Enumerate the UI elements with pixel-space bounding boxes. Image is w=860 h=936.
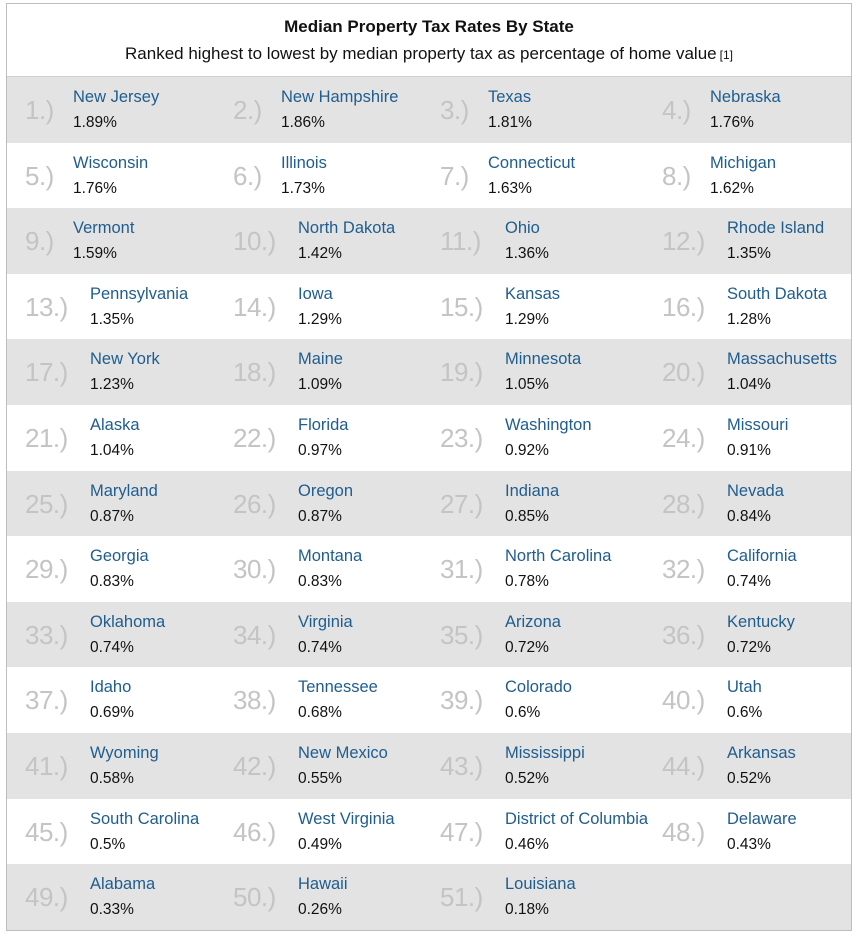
table-row	[7, 799, 851, 865]
state-name-link[interactable]: Wisconsin	[73, 153, 149, 172]
state-name-link[interactable]: Delaware	[727, 809, 797, 828]
state-cell	[422, 799, 649, 865]
state-tax-rate: 1.59%	[73, 245, 117, 263]
state-rank: 45.)	[25, 816, 68, 847]
state-rank: 14.)	[233, 291, 276, 322]
state-cell	[644, 274, 854, 340]
state-name-link[interactable]: Alabama	[90, 875, 156, 894]
table-row	[7, 667, 851, 733]
state-cell	[215, 667, 425, 733]
state-tax-rate: 0.72%	[505, 638, 549, 656]
state-rank: 38.)	[233, 685, 276, 716]
state-rank: 43.)	[440, 750, 483, 781]
state-name-link[interactable]: Kentucky	[727, 612, 795, 631]
state-name-link[interactable]: Maine	[298, 350, 343, 369]
state-tax-rate: 0.85%	[505, 507, 549, 525]
state-rank: 9.)	[25, 226, 54, 257]
state-cell	[422, 274, 632, 340]
state-tax-rate: 1.29%	[298, 310, 342, 328]
table-row	[7, 77, 851, 143]
state-cell	[644, 799, 854, 865]
state-cell	[644, 405, 854, 471]
state-rank: 42.)	[233, 750, 276, 781]
state-name-link[interactable]: Florida	[298, 415, 349, 434]
state-name-link[interactable]: Colorado	[505, 678, 572, 697]
state-rank: 1.)	[25, 95, 54, 125]
state-tax-rate: 1.36%	[505, 245, 549, 263]
state-cell	[7, 799, 217, 865]
state-cell	[215, 733, 425, 799]
state-tax-rate: 0.26%	[298, 901, 342, 919]
table-title: Median Property Tax Rates By State	[284, 17, 574, 36]
state-name-link[interactable]: Missouri	[727, 415, 789, 434]
state-rank: 17.)	[25, 357, 68, 388]
state-rank: 10.)	[233, 226, 276, 257]
table-row	[7, 602, 851, 668]
state-cell	[7, 733, 217, 799]
state-tax-rate: 0.33%	[90, 901, 134, 919]
state-tax-rate: 0.6%	[505, 704, 541, 722]
state-name-link[interactable]: New York	[90, 350, 160, 369]
state-cell	[215, 471, 425, 537]
state-tax-rate: 1.29%	[505, 310, 549, 328]
state-tax-rate: 1.04%	[90, 441, 134, 459]
state-rank: 48.)	[662, 816, 705, 847]
state-tax-rate: 0.68%	[298, 704, 342, 722]
state-rank: 40.)	[662, 685, 705, 716]
state-rank: 20.)	[662, 357, 705, 388]
state-name-link[interactable]: Texas	[488, 88, 532, 106]
state-rank: 5.)	[25, 160, 54, 191]
state-name-link[interactable]: Utah	[727, 678, 762, 697]
table-row	[7, 536, 851, 602]
state-cell	[7, 77, 217, 143]
state-rank: 50.)	[233, 882, 276, 913]
state-cell	[7, 667, 217, 733]
state-cell	[215, 405, 425, 471]
state-name-link[interactable]: North Carolina	[505, 547, 612, 566]
state-tax-rate: 0.97%	[298, 441, 342, 459]
state-cell	[7, 471, 217, 537]
state-rank: 12.)	[662, 226, 705, 257]
state-rank: 8.)	[662, 160, 691, 191]
state-tax-rate: 1.73%	[281, 179, 325, 197]
state-tax-rate: 1.28%	[727, 310, 771, 328]
state-name-link[interactable]: New Mexico	[298, 743, 388, 762]
state-tax-rate: 0.83%	[90, 573, 134, 591]
table-row	[7, 405, 851, 471]
state-cell	[422, 77, 632, 143]
state-name-link[interactable]: Idaho	[90, 678, 132, 697]
state-rank: 34.)	[233, 619, 276, 650]
state-tax-rate: 1.76%	[73, 179, 117, 197]
table-subtitle	[7, 44, 851, 64]
state-tax-rate: 1.81%	[488, 114, 532, 131]
state-tax-rate: 1.86%	[281, 114, 325, 131]
state-cell	[7, 602, 217, 668]
state-cell	[422, 733, 632, 799]
state-rank: 32.)	[662, 554, 705, 585]
state-name-link[interactable]: Michigan	[710, 153, 777, 172]
state-cell	[422, 602, 632, 668]
state-cell	[422, 667, 632, 733]
state-tax-rate: 0.74%	[727, 573, 771, 591]
table-row	[7, 471, 851, 537]
state-name-link[interactable]: Mississippi	[505, 743, 585, 762]
state-cell	[644, 733, 854, 799]
state-name-link[interactable]: South Dakota	[727, 284, 827, 303]
state-tax-rate: 0.69%	[90, 704, 134, 722]
state-rank: 41.)	[25, 750, 68, 781]
subtitle-text: Ranked highest to lowest by median property tax as percentage of home value	[125, 44, 717, 63]
state-tax-rate: 1.89%	[73, 114, 117, 131]
state-rank: 7.)	[440, 160, 469, 191]
state-tax-rate: 0.58%	[90, 769, 134, 787]
state-cell	[644, 143, 854, 209]
state-rank: 15.)	[440, 291, 483, 322]
state-name-link[interactable]: Nevada	[727, 481, 784, 500]
table-row	[7, 733, 851, 799]
state-name-link[interactable]: Vermont	[73, 219, 135, 238]
state-rank: 28.)	[662, 488, 705, 519]
state-rank: 23.)	[440, 422, 483, 453]
state-rank: 4.)	[662, 95, 691, 125]
state-cell	[422, 405, 632, 471]
table-row	[7, 274, 851, 340]
state-tax-rate: 0.43%	[727, 835, 771, 853]
state-cell	[644, 602, 854, 668]
state-cell	[215, 799, 425, 865]
state-rank: 46.)	[233, 816, 276, 847]
state-rank: 29.)	[25, 554, 68, 585]
state-rank: 6.)	[233, 160, 262, 191]
state-cell	[644, 471, 854, 537]
state-name-link[interactable]: Wyoming	[90, 743, 159, 762]
state-rank: 33.)	[25, 619, 68, 650]
state-rank: 51.)	[440, 882, 483, 913]
state-name-link[interactable]: Hawaii	[298, 875, 348, 894]
state-tax-rate: 0.46%	[505, 835, 549, 853]
state-rank: 18.)	[233, 357, 276, 388]
state-tax-rate: 0.92%	[505, 441, 549, 459]
table-row	[7, 208, 851, 274]
state-rank: 49.)	[25, 882, 68, 913]
state-name-link[interactable]: West Virginia	[298, 809, 395, 828]
state-rank: 44.)	[662, 750, 705, 781]
state-rank: 47.)	[440, 816, 483, 847]
state-name-link[interactable]: Oregon	[298, 481, 354, 500]
state-name-link[interactable]: Tennessee	[298, 678, 378, 697]
table-row	[7, 143, 851, 209]
state-cell	[422, 143, 632, 209]
state-name-link[interactable]: Minnesota	[505, 350, 582, 369]
state-tax-rate: 1.09%	[298, 376, 342, 394]
state-rank: 21.)	[25, 422, 68, 453]
state-tax-rate: 0.74%	[298, 638, 342, 656]
state-rank: 11.)	[440, 226, 481, 257]
state-cell	[7, 864, 217, 930]
state-name-link[interactable]: Washington	[505, 415, 592, 434]
state-rank: 30.)	[233, 554, 276, 585]
state-cell	[422, 864, 632, 930]
state-name-link[interactable]: Arizona	[505, 612, 561, 631]
state-name-link[interactable]: Louisiana	[505, 875, 576, 894]
state-cell	[644, 339, 854, 405]
state-cell	[422, 471, 632, 537]
state-cell	[7, 536, 217, 602]
state-tax-rate: 1.76%	[710, 114, 754, 131]
state-cell	[215, 208, 425, 274]
state-cell	[215, 77, 425, 143]
state-name-link[interactable]: Indiana	[505, 481, 560, 500]
state-name-link[interactable]: North Dakota	[298, 219, 396, 238]
state-cell	[215, 274, 425, 340]
state-tax-rate: 0.91%	[727, 441, 771, 459]
state-name-link[interactable]: Illinois	[281, 153, 327, 172]
state-name-link[interactable]: District of Columbia	[505, 809, 649, 828]
state-tax-rate: 1.23%	[90, 376, 134, 394]
state-name-link[interactable]: Kansas	[505, 284, 561, 303]
state-rank: 24.)	[662, 422, 705, 453]
state-tax-rate: 1.42%	[298, 245, 342, 263]
table-header	[7, 4, 851, 77]
state-name-link[interactable]: Connecticut	[488, 153, 576, 172]
state-rank: 39.)	[440, 685, 483, 716]
state-rank: 36.)	[662, 619, 705, 650]
state-rank: 2.)	[233, 95, 262, 125]
state-cell	[644, 77, 854, 143]
state-cell	[7, 208, 217, 274]
state-tax-rate: 0.83%	[298, 573, 342, 591]
footnote-link[interactable]: [1]	[719, 48, 733, 62]
state-rank: 35.)	[440, 619, 483, 650]
state-name-link[interactable]: Arkansas	[727, 743, 796, 762]
state-name-link[interactable]: Oklahoma	[90, 612, 166, 631]
state-rank: 26.)	[233, 488, 276, 519]
state-cell	[644, 667, 854, 733]
tax-rates-table	[6, 3, 852, 931]
state-name-link[interactable]: Rhode Island	[727, 219, 825, 238]
state-cell	[215, 864, 425, 930]
state-rank: 27.)	[440, 488, 483, 519]
state-rank: 37.)	[25, 685, 68, 716]
state-rank: 3.)	[440, 95, 469, 125]
state-tax-rate: 1.35%	[727, 245, 771, 263]
state-cell	[644, 208, 854, 274]
state-name-link[interactable]: Alaska	[90, 415, 140, 434]
state-tax-rate: 0.78%	[505, 573, 549, 591]
state-tax-rate: 0.72%	[727, 638, 771, 656]
state-cell	[7, 339, 217, 405]
state-rows	[7, 77, 851, 930]
state-tax-rate: 0.87%	[298, 507, 342, 525]
state-tax-rate: 1.05%	[505, 376, 549, 394]
state-tax-rate: 0.87%	[90, 507, 134, 525]
state-name-link[interactable]: Iowa	[298, 284, 333, 303]
state-name-link[interactable]: Virginia	[298, 612, 353, 631]
state-tax-rate: 0.55%	[298, 769, 342, 787]
state-tax-rate: 1.62%	[710, 179, 754, 197]
state-cell	[422, 339, 632, 405]
state-tax-rate: 1.35%	[90, 310, 134, 328]
table-row	[7, 339, 851, 405]
state-tax-rate: 0.52%	[505, 769, 549, 787]
state-tax-rate: 0.74%	[90, 638, 134, 656]
state-rank: 25.)	[25, 488, 68, 519]
state-tax-rate: 0.84%	[727, 507, 771, 525]
state-tax-rate: 1.63%	[488, 179, 532, 197]
state-cell	[7, 405, 217, 471]
state-tax-rate: 0.18%	[505, 901, 549, 919]
state-rank: 22.)	[233, 422, 276, 453]
state-cell	[7, 274, 217, 340]
state-cell	[644, 536, 854, 602]
table-row	[7, 864, 851, 930]
state-cell	[215, 536, 425, 602]
state-tax-rate: 0.49%	[298, 835, 342, 853]
state-tax-rate: 0.6%	[727, 704, 763, 722]
state-cell	[422, 208, 632, 274]
state-tax-rate: 1.04%	[727, 376, 771, 394]
state-rank: 19.)	[440, 357, 483, 388]
state-tax-rate: 0.52%	[727, 769, 771, 787]
state-name-link[interactable]: Pennsylvania	[90, 284, 189, 303]
state-rank: 16.)	[662, 291, 705, 322]
state-name-link[interactable]: Ohio	[505, 219, 540, 238]
state-name-link[interactable]: Nebraska	[710, 88, 781, 106]
state-rank: 13.)	[25, 291, 68, 322]
state-name-link[interactable]: South Carolina	[90, 809, 200, 828]
state-name-link[interactable]: Maryland	[90, 481, 158, 500]
state-cell	[215, 339, 425, 405]
state-rank: 31.)	[440, 554, 483, 585]
state-cell	[7, 143, 217, 209]
state-cell	[422, 536, 632, 602]
state-tax-rate: 0.5%	[90, 835, 126, 853]
state-name-link[interactable]: California	[727, 547, 797, 566]
state-name-link[interactable]: New Jersey	[73, 88, 160, 106]
state-name-link[interactable]: Massachusetts	[727, 350, 838, 369]
state-name-link[interactable]: Montana	[298, 547, 363, 566]
state-cell	[215, 602, 425, 668]
state-name-link[interactable]: New Hampshire	[281, 88, 399, 106]
state-cell	[215, 143, 425, 209]
state-name-link[interactable]: Georgia	[90, 547, 149, 566]
